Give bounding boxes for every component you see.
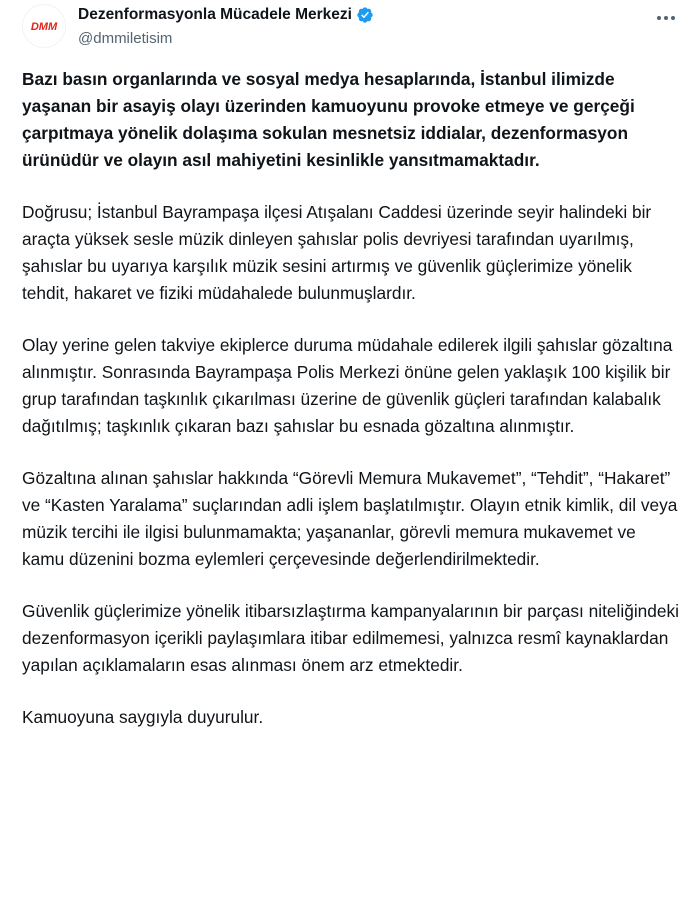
dmm-logo-icon <box>23 5 65 47</box>
account-handle[interactable]: @dmmiletisim <box>78 30 173 47</box>
post-body <box>22 66 682 756</box>
post-paragraph: Gözaltına alınan şahıslar hakkında “Görevli Memura Mukavemet”, “Tehdit”, “Hakaret” ve “Kasten Yaralama” suçlarından adli işlem başlatılmıştır. Olayın etnik kimlik, dil veya müzik tercihi ile ilgisi bulunmamakta; yaşananlar, görevli memura mukavemet ve kamu düzenini bozma eylemleri çerçevesinde değerlendirilmektedir. <box>22 468 678 569</box>
avatar[interactable] <box>22 4 66 48</box>
post-closing: Kamuoyuna saygıyla duyurulur. <box>22 707 264 727</box>
post-lead-paragraph: Bazı basın organlarında ve sosyal medya hesaplarında, İstanbul ilimizde yaşanan bir asayiş olayı üzerinden kamuoyunu provoke etmeye ve gerçeği çarpıtmaya yönelik dolaşıma sokulan mesnetsiz iddialar, dezenformasyon ürünüdür ve olayın asıl mahiyetini kesinlikle yansıtmamaktadır. <box>22 69 635 170</box>
post-paragraph: Doğrusu; İstanbul Bayrampaşa ilçesi Atışalanı Caddesi üzerinde seyir halindeki bir araçta yüksek sesle müzik dinleyen şahıslar polis devriyesi tarafından uyarılmış, şahıslar bu uyarıya karşılık müzik sesini artırmış ve güvenlik güçlerimize yönelik tehdit, hakaret ve fiziki müdahalede bulunmuşlardır. <box>22 202 652 303</box>
post-paragraph: Güvenlik güçlerimize yönelik itibarsızlaştırma kampanyalarının bir parçası niteliğindeki dezenformasyon içerikli paylaşımlara itibar edilmemesi, yalnızca resmî kaynaklardan yapılan açıklamaların esas alınması önem arz etmektedir. <box>22 601 679 675</box>
display-name[interactable]: Dezenformasyonla Mücadele Merkezi <box>78 6 352 23</box>
more-options-icon[interactable] <box>654 8 678 28</box>
name-row <box>78 6 374 24</box>
post-header <box>22 4 678 50</box>
post-paragraph: Olay yerine gelen takviye ekiplerce duruma müdahale edilerek ilgili şahıslar gözaltına alınmıştır. Sonrasında Bayrampaşa Polis Merkezi önüne gelen yaklaşık 100 kişilik bir grup tarafından taşkınlık çıkarılması üzerine de güvenlik güçleri tarafından kalabalık dağıtılmış; taşkınlık çıkaran bazı şahıslar bu esnada gözaltına alınmıştır. <box>22 335 673 436</box>
avatar-text: DMM <box>30 21 58 33</box>
verified-badge-icon[interactable] <box>356 6 374 24</box>
